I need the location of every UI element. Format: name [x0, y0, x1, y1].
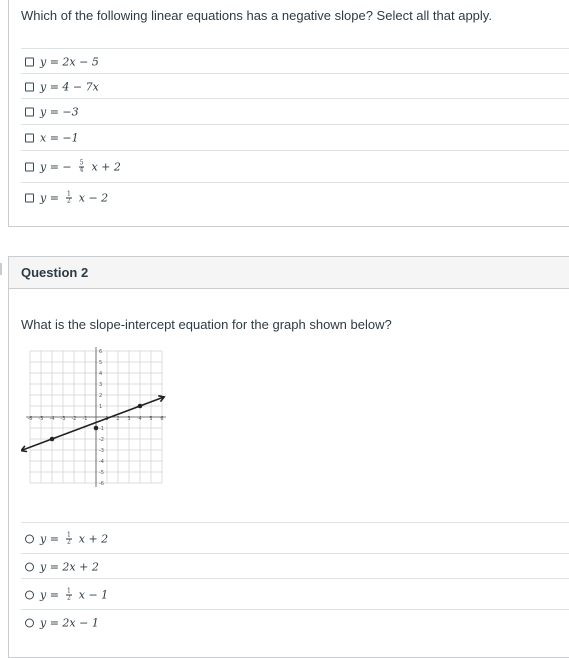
graph-point	[94, 426, 99, 431]
y-tick-label: -5	[99, 470, 104, 476]
left-edge-marker	[0, 263, 2, 275]
option-label: x = −1	[40, 131, 79, 145]
answer-option[interactable]	[21, 124, 569, 151]
option-label: y = 2x − 1	[40, 616, 99, 630]
radio-button[interactable]	[25, 619, 34, 628]
graph-line	[21, 397, 164, 451]
answer-option[interactable]	[21, 578, 569, 610]
fraction: $\frac{5}{4}$	[79, 159, 84, 174]
answer-option[interactable]	[21, 73, 569, 99]
y-tick-label: -2	[99, 437, 104, 443]
answer-option[interactable]	[21, 182, 569, 213]
option-label-prefix: y = −	[40, 160, 72, 174]
y-tick-label: 4	[99, 371, 103, 377]
question-2-prompt: What is the slope-intercept equation for the graph shown below?	[21, 317, 392, 332]
question-1-prompt: Which of the following linear equations has a negative slope? Select all that apply.	[21, 8, 492, 23]
y-tick-label: 1	[99, 404, 103, 410]
question-2-card	[8, 256, 569, 658]
x-tick-label: -4	[49, 416, 55, 422]
option-label: y = −3	[40, 105, 79, 119]
y-tick-label: -6	[99, 481, 104, 487]
x-tick-label: -3	[60, 416, 66, 422]
option-label: y = 2x − 5	[40, 55, 99, 68]
x-tick-label: 6	[160, 416, 164, 422]
y-tick-label: -1	[99, 426, 104, 432]
option-label: y = 2x + 2	[40, 560, 99, 573]
answer-option[interactable]	[21, 609, 569, 636]
checkbox[interactable]	[25, 163, 34, 172]
y-tick-label: 2	[99, 393, 103, 399]
checkbox[interactable]	[25, 57, 34, 66]
radio-button[interactable]	[25, 590, 34, 599]
y-tick-label: 5	[99, 360, 103, 366]
coordinate-graph	[21, 347, 171, 487]
x-tick-label: -2	[71, 416, 77, 422]
option-label-prefix: y =	[40, 191, 59, 205]
checkbox[interactable]	[25, 82, 34, 91]
fraction: $\frac{1}{2}$	[66, 190, 71, 205]
option-label-suffix: x − 1	[78, 588, 109, 601]
option-label-suffix: x + 2	[91, 160, 121, 174]
fraction: $\frac{1}{2}$	[66, 531, 71, 545]
y-tick-label: 3	[99, 382, 103, 388]
x-tick-label: -6	[27, 416, 33, 422]
x-tick-label: -5	[38, 416, 44, 422]
checkbox[interactable]	[25, 194, 34, 203]
question-1-card	[8, 0, 569, 227]
x-tick-label: -1	[82, 416, 88, 422]
question-header	[9, 257, 569, 289]
option-label-prefix: y =	[40, 588, 59, 601]
checkbox[interactable]	[25, 108, 34, 117]
option-label-suffix: x + 2	[78, 532, 109, 545]
option-label-suffix: x − 2	[78, 191, 109, 205]
radio-button[interactable]	[25, 534, 34, 543]
answer-option[interactable]	[21, 48, 569, 74]
graph-point	[138, 404, 143, 409]
x-tick-label: 5	[149, 416, 153, 422]
fraction: $\frac{1}{2}$	[66, 587, 71, 601]
graph-point	[50, 437, 55, 442]
y-tick-label: 6	[99, 349, 103, 355]
x-tick-label: 2	[116, 416, 120, 422]
option-label: y = 4 − 7x	[40, 80, 99, 93]
answer-option[interactable]	[21, 98, 569, 125]
x-tick-label: 3	[127, 416, 131, 422]
answer-option[interactable]	[21, 150, 569, 183]
answer-option[interactable]	[21, 522, 569, 554]
y-tick-label: -4	[99, 459, 104, 465]
question-title: Question 2	[21, 265, 89, 280]
answer-option[interactable]	[21, 553, 569, 579]
radio-button[interactable]	[25, 562, 34, 571]
x-tick-label: 4	[138, 416, 142, 422]
option-label-prefix: y =	[40, 532, 59, 545]
y-tick-label: -3	[99, 448, 104, 454]
checkbox[interactable]	[25, 134, 34, 143]
